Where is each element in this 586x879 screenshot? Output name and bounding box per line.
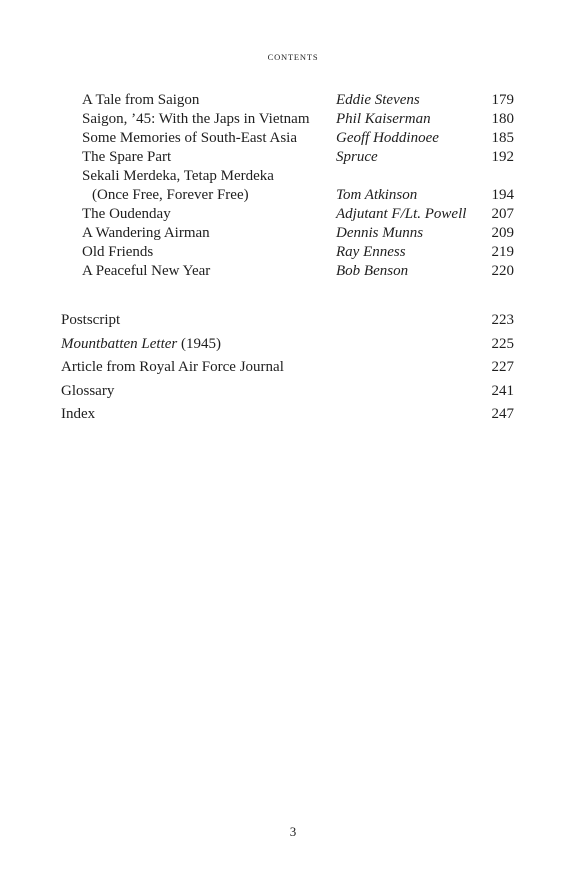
entry-page-number: 207 <box>491 206 514 222</box>
entry-page-number: 209 <box>491 225 514 241</box>
entry-title-suffix: (1945) <box>177 335 221 352</box>
entry-author: Adjutant F/Lt. Powell <box>336 206 467 222</box>
entry-title: Old Friends <box>82 244 154 260</box>
entry-title: (Once Free, Forever Free) <box>92 187 249 203</box>
contributions-list <box>82 91 514 281</box>
back-matter-entry <box>61 309 514 333</box>
entry-title: Postscript <box>61 312 121 328</box>
back-matter-entry <box>61 333 514 357</box>
toc-entry <box>82 129 514 148</box>
toc-entry <box>82 167 514 186</box>
entry-page-number: 220 <box>491 263 514 279</box>
entry-page-number: 179 <box>491 92 514 108</box>
toc-entry <box>82 262 514 281</box>
back-matter-entry <box>61 380 514 404</box>
entry-author: Phil Kaiserman <box>336 111 431 127</box>
back-matter-entry <box>61 356 514 380</box>
page-number-footer: 3 <box>289 824 297 839</box>
toc-entry <box>82 205 514 224</box>
entry-page-number: 247 <box>491 406 514 422</box>
entry-title: Article from Royal Air Force Journal <box>61 359 284 375</box>
entry-title: A Peaceful New Year <box>82 263 211 279</box>
running-header: CONTENTS <box>267 52 319 62</box>
entry-page-number: 219 <box>491 244 514 260</box>
entry-page-number: 223 <box>491 312 514 328</box>
entry-title: Saigon, ’45: With the Japs in Vietnam <box>82 111 310 127</box>
entry-title-italic: Mountbatten Letter <box>61 335 178 352</box>
entry-page-number: 225 <box>491 335 514 352</box>
entry-author: Tom Atkinson <box>336 187 418 203</box>
back-matter-entry <box>61 403 514 427</box>
entry-page-number: 227 <box>491 359 514 375</box>
toc-entry <box>82 91 514 110</box>
entry-title: Sekali Merdeka, Tetap Merdeka <box>82 168 274 184</box>
entry-page-number: 185 <box>491 130 514 146</box>
entry-page-number: 180 <box>491 111 514 127</box>
entry-title: Index <box>61 406 96 422</box>
entry-author: Bob Benson <box>336 263 409 279</box>
toc-entry <box>82 186 514 205</box>
entry-author: Geoff Hoddinoee <box>336 130 439 146</box>
entry-author: Spruce <box>336 149 378 165</box>
entry-author: Ray Enness <box>336 244 406 260</box>
entry-title: The Spare Part <box>82 149 172 165</box>
entry-title: A Tale from Saigon <box>82 92 200 108</box>
toc-entry <box>82 243 514 262</box>
entry-author: Dennis Munns <box>336 225 424 241</box>
entry-page-number: 241 <box>491 382 514 399</box>
toc-entry <box>82 110 514 129</box>
toc-entry <box>82 224 514 243</box>
entry-title: Some Memories of South-East Asia <box>82 130 297 146</box>
entry-title: Glossary <box>61 382 115 399</box>
entry-title: A Wandering Airman <box>82 225 210 241</box>
entry-page-number: 192 <box>491 149 514 165</box>
entry-author: Eddie Stevens <box>336 92 420 108</box>
toc-entry <box>82 148 514 167</box>
back-matter-list <box>61 309 514 427</box>
entry-title: The Oudenday <box>82 206 171 222</box>
entry-page-number: 194 <box>491 187 514 203</box>
entry-title <box>61 333 221 357</box>
